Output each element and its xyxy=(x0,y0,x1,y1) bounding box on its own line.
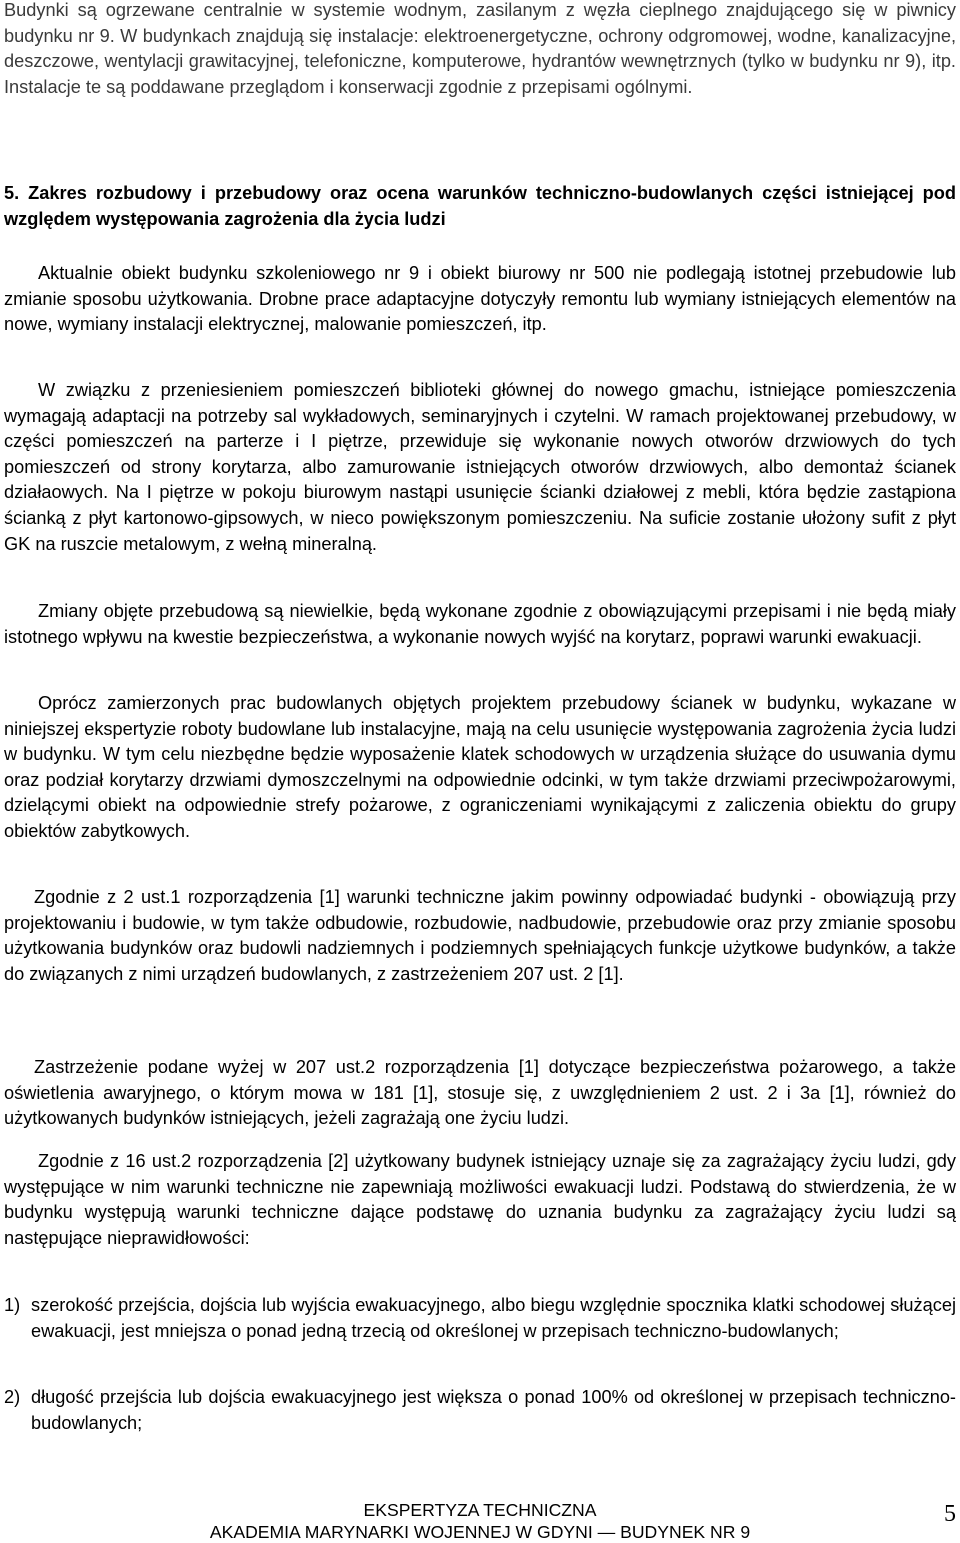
intro-paragraph: Budynki są ogrzewane centralnie w systemie wodnym, zasilanym z węzła cieplnego znajdującego się w piwnicy budynku nr 9. W budynkach znajdują się instalacje: elektroenergetyczne, ochrony odgromowej, wodne, kanalizacyjne, deszczowe, wentylacji grawitacyjnej, telefoniczne, komputerowe, hydrantów wewnętrznych (tylko w budynku nr 9), itp. Instalacje te są poddawane przeglądom i konserwacji zgodnie z przepisami ogólnymi. xyxy=(4,0,956,97)
paragraph-planned-rebuild: W związku z przeniesieniem pomieszczeń biblioteki głównej do nowego gmachu, istniejące pomieszczenia wymagają adaptacji na potrzeby sal wykładowych, seminaryjnych i czytelni. W ramach projektowanej przebudowy, w części pomieszczeń na parterze i I piętrze, przewiduje się wykonanie nowych otworów drzwiowych do tych pomieszczeń od strony korytarza, albo zamurowanie istniejących otworów drzwiowych, albo demontaż ścianek działaowych. Na I piętrze w pokoju biurowym nastąpi usunięcie ścianki działowej z mebli, która będzie zastąpiona ścianką z płyt kartonowo-gipsowych, w nieco powiększonym pomieszczeniu. Na suficie zostanie ułożony sufit z płyt GK na ruszcie metalowym, z wełną mineralną. xyxy=(4,380,956,554)
list-item-number: 1) xyxy=(4,1295,21,1315)
list-item-number: 2) xyxy=(4,1387,21,1407)
section-heading: 5. Zakres rozbudowy i przebudowy oraz ocena warunków techniczno-budowlanych części istniejącej pod względem występowania zagrożenia dla życia ludzi xyxy=(4,183,956,229)
paragraph-current-state: Aktualnie obiekt budynku szkoleniowego nr 9 i obiekt biurowy nr 500 nie podlegają istotnej przebudowie lub zmianie sposobu użytkowania. Drobne prace adaptacyjne dotyczyły remontu lub wymiany istniejących elementów na nowe, wymiany instalacji elektrycznej, malowanie pomieszczeń, itp. xyxy=(4,263,956,335)
list-item-text: długość przejścia lub dojścia ewakuacyjnego jest większa o ponad 100% od określonej w przepisach techniczno-budowlanych; xyxy=(31,1387,956,1433)
paragraph-regulation-207: Zastrzeżenie podane wyżej w 207 ust.2 rozporządzenia [1] dotyczące bezpieczeństwa pożarowego, a także oświetlenia awaryjnego, o którym mowa w 181 [1], stosuje się, z uwzględnieniem 2 ust. 2 i 3a [1], również do użytkowanych budynków istniejących, jeżeli zagrażają one życiu ludzi. xyxy=(4,1057,956,1129)
page-number: 5 xyxy=(944,1501,956,1527)
list-item xyxy=(4,1385,956,1436)
list-item xyxy=(4,1293,956,1344)
footer-subtitle: AKADEMIA MARYNARKI WOJENNEJ W GDYNI — BUDYNEK NR 9 xyxy=(209,1522,751,1542)
paragraph-additional-works: Oprócz zamierzonych prac budowlanych objętych projektem przebudowy ścianek w budynku, wykazane w niniejszej ekspertyzie roboty budowlane lub instalacyjne, mają na celu usunięcie występowania zagrożenia życia ludzi w budynku. W tym celu niezbędne będzie wyposażenie klatek schodowych w urządzenia służące do usuwania dymu oraz podział korytarzy drzwiami dymoszczelnymi na odpowiednie odcinki, w tym także drzwiami przeciwpożarowymi, dzielącymi obiekt na odpowiednie strefy pożarowe, z ograniczeniami wynikającymi z zaliczenia obiektu do grupy obiektów zabytkowych. xyxy=(4,693,956,841)
paragraph-regulation-16: Zgodnie z 16 ust.2 rozporządzenia [2] użytkowany budynek istniejący uznaje się za zagrażający życiu ludzi, gdy występujące w nim warunki techniczne nie zapewniają możliwości ewakuacji ludzi. Podstawą do stwierdzenia, że w budynku występują warunki techniczne dające podstawę do uznania budynku za zagrażający życiu ludzi są następujące nieprawidłowości: xyxy=(4,1151,956,1248)
list-item-text: szerokość przejścia, dojścia lub wyjścia ewakuacyjnego, albo biegu względnie spocznika klatki schodowej służącej ewakuacji, jest mniejsza o ponad jedną trzecią od określonej w przepisach techniczno-budowlanych; xyxy=(31,1295,956,1341)
paragraph-regulation-2: Zgodnie z 2 ust.1 rozporządzenia [1] warunki techniczne jakim powinny odpowiadać budynki - obowiązują przy projektowaniu i budowie, w tym także odbudowie, rozbudowie, nadbudowie, przebudowie oraz przy zmianie sposobu użytkowania budynków oraz budowli nadziemnych i podziemnych spełniających funkcje użytkowe budynków, a także do związanych z nimi urządzeń budowlanych, z zastrzeżeniem 207 ust. 2 [1]. xyxy=(4,887,956,984)
paragraph-changes-scope: Zmiany objęte przebudową są niewielkie, będą wykonane zgodnie z obowiązującymi przepisami i nie będą miały istotnego wpływu na kwestie bezpieczeństwa, a wykonanie nowych wyjść na korytarz, poprawi warunki ewakuacji. xyxy=(4,601,956,647)
footer-title: EKSPERTYZA TECHNICZNA xyxy=(363,1500,597,1520)
